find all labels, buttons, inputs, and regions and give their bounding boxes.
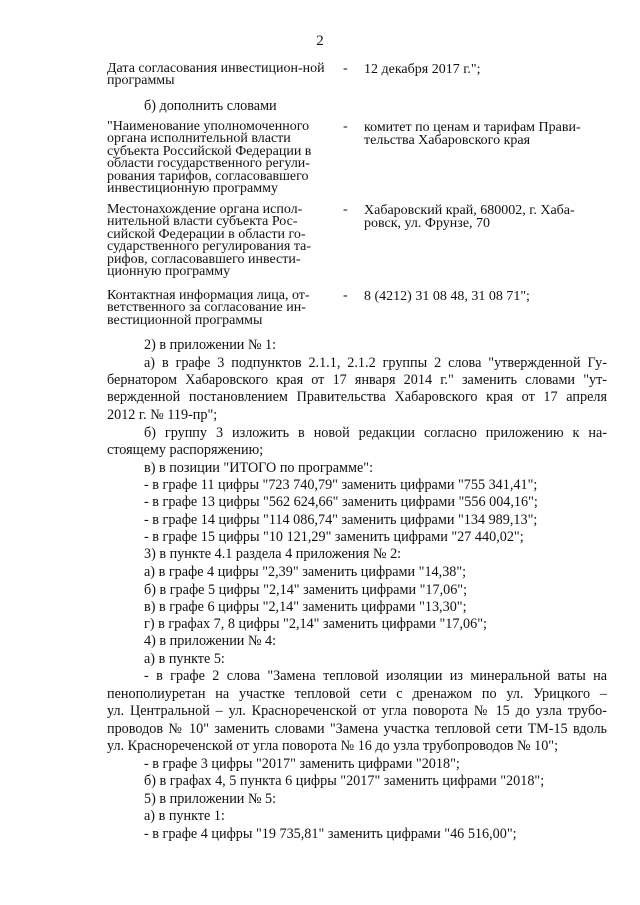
item-2v-col13: - в графе 13 цифры "562 624,66" заменить цифрами "556 004,16"; xyxy=(144,494,538,510)
item-4a-col2-line-5: ул. Краснореченской от угла поворота № 16 до узла трубопроводов № 10"; xyxy=(107,738,559,754)
def-value: комитет по ценам и тарифам Прави-тельства Хабаровского края xyxy=(364,120,581,149)
item-4a-heading: а) в пункте 5: xyxy=(144,651,225,667)
item-2b-line-1: б) группу 3 изложить в новой редакции согласно приложению к на- xyxy=(144,425,607,441)
item-4-heading: 4) в приложении № 4: xyxy=(144,633,277,649)
def-label: Дата согласования инвестицион-ной программы xyxy=(107,61,325,89)
item-4a-col2-line-3: ул. Центральной – ул. Краснореченской от угла поворота № 15 до узла трубо- xyxy=(107,703,607,719)
add-words-line: б) дополнить словами xyxy=(144,98,277,114)
item-4b: б) в графах 4, 5 пункта 6 цифры "2017" заменить цифрами "2018"; xyxy=(144,773,545,789)
item-2b-line-2: стоящему распоряжению; xyxy=(107,442,264,458)
item-3-heading: 3) в пункте 4.1 раздела 4 приложения № 2: xyxy=(144,546,402,562)
def-label: Местонахождение органа испол-нительной власти субъекта Рос-сийской Федерации в области го-сударственного регулирования та-рифов, согласовавшего инвести-ционную программу xyxy=(107,202,311,280)
item-2v-col14: - в графе 14 цифры "114 086,74" заменить цифрами "134 989,13"; xyxy=(144,512,538,528)
def-value: Хабаровский край, 680002, г. Хаба-ровск, ул. Фрунзе, 70 xyxy=(364,203,575,232)
item-2a-line-1: а) в графе 3 подпунктов 2.1.1, 2.1.2 группы 2 слова "утвержденной Гу- xyxy=(144,355,607,371)
item-5-heading: 5) в приложении № 5: xyxy=(144,791,277,807)
item-2a-line-4: 2012 г. № 119-пр"; xyxy=(107,407,218,423)
item-4a-col2-line-2: пенополиуретан на участке тепловой сети с дренажом по ул. Урицкого – xyxy=(107,686,607,702)
item-3v: в) в графе 6 цифры "2,14" заменить цифрами "13,30"; xyxy=(144,599,467,615)
def-dash: - xyxy=(343,202,348,217)
item-2v-col11: - в графе 11 цифры "723 740,79" заменить цифрами "755 341,41"; xyxy=(144,477,538,493)
item-4a-col2-line-4: проводов № 10" заменить словами "Замена участка тепловой сети ТМ-15 вдоль xyxy=(107,721,607,737)
item-4a-col2-line-1: - в графе 2 слова "Замена тепловой изоляции из минеральной ваты на xyxy=(144,668,607,684)
item-2a-line-2: бернатором Хабаровского края от 17 января 2014 г." заменить словами "ут- xyxy=(107,372,607,388)
item-2v-heading: в) в позиции "ИТОГО по программе": xyxy=(144,460,374,476)
item-2a-line-3: вержденной постановлением Правительства Хабаровского края от 17 апреля xyxy=(107,389,607,405)
item-4a-col3: - в графе 3 цифры "2017" заменить цифрами "2018"; xyxy=(144,756,460,772)
def-dash: - xyxy=(343,61,348,76)
item-5a-heading: а) в пункте 1: xyxy=(144,808,225,824)
def-label: Контактная информация лица, от-ветственного за согласование ин-вестиционной программы xyxy=(107,288,310,328)
item-3g: г) в графах 7, 8 цифры "2,14" заменить цифрами "17,06"; xyxy=(144,616,487,632)
page-number: 2 xyxy=(316,33,324,49)
def-dash: - xyxy=(343,119,348,134)
def-value: 12 декабря 2017 г."; xyxy=(364,62,481,77)
item-5a-col4: - в графе 4 цифры "19 735,81" заменить цифрами "46 516,00"; xyxy=(144,826,517,842)
item-3b: б) в графе 5 цифры "2,14" заменить цифрами "17,06"; xyxy=(144,582,468,598)
def-value: 8 (4212) 31 08 48, 31 08 71"; xyxy=(364,289,530,304)
def-dash: - xyxy=(343,288,348,303)
item-3a: а) в графе 4 цифры "2,39" заменить цифрами "14,38"; xyxy=(144,564,467,580)
item-2-heading: 2) в приложении № 1: xyxy=(144,337,277,353)
item-2v-col15: - в графе 15 цифры "10 121,29" заменить цифрами "27 440,02"; xyxy=(144,529,524,545)
def-label: "Наименование уполномоченного органа исполнительной власти субъекта Российской Федерации в области государственного регули-рования тарифов, согласовавшего инвестиционную программу xyxy=(107,119,312,197)
